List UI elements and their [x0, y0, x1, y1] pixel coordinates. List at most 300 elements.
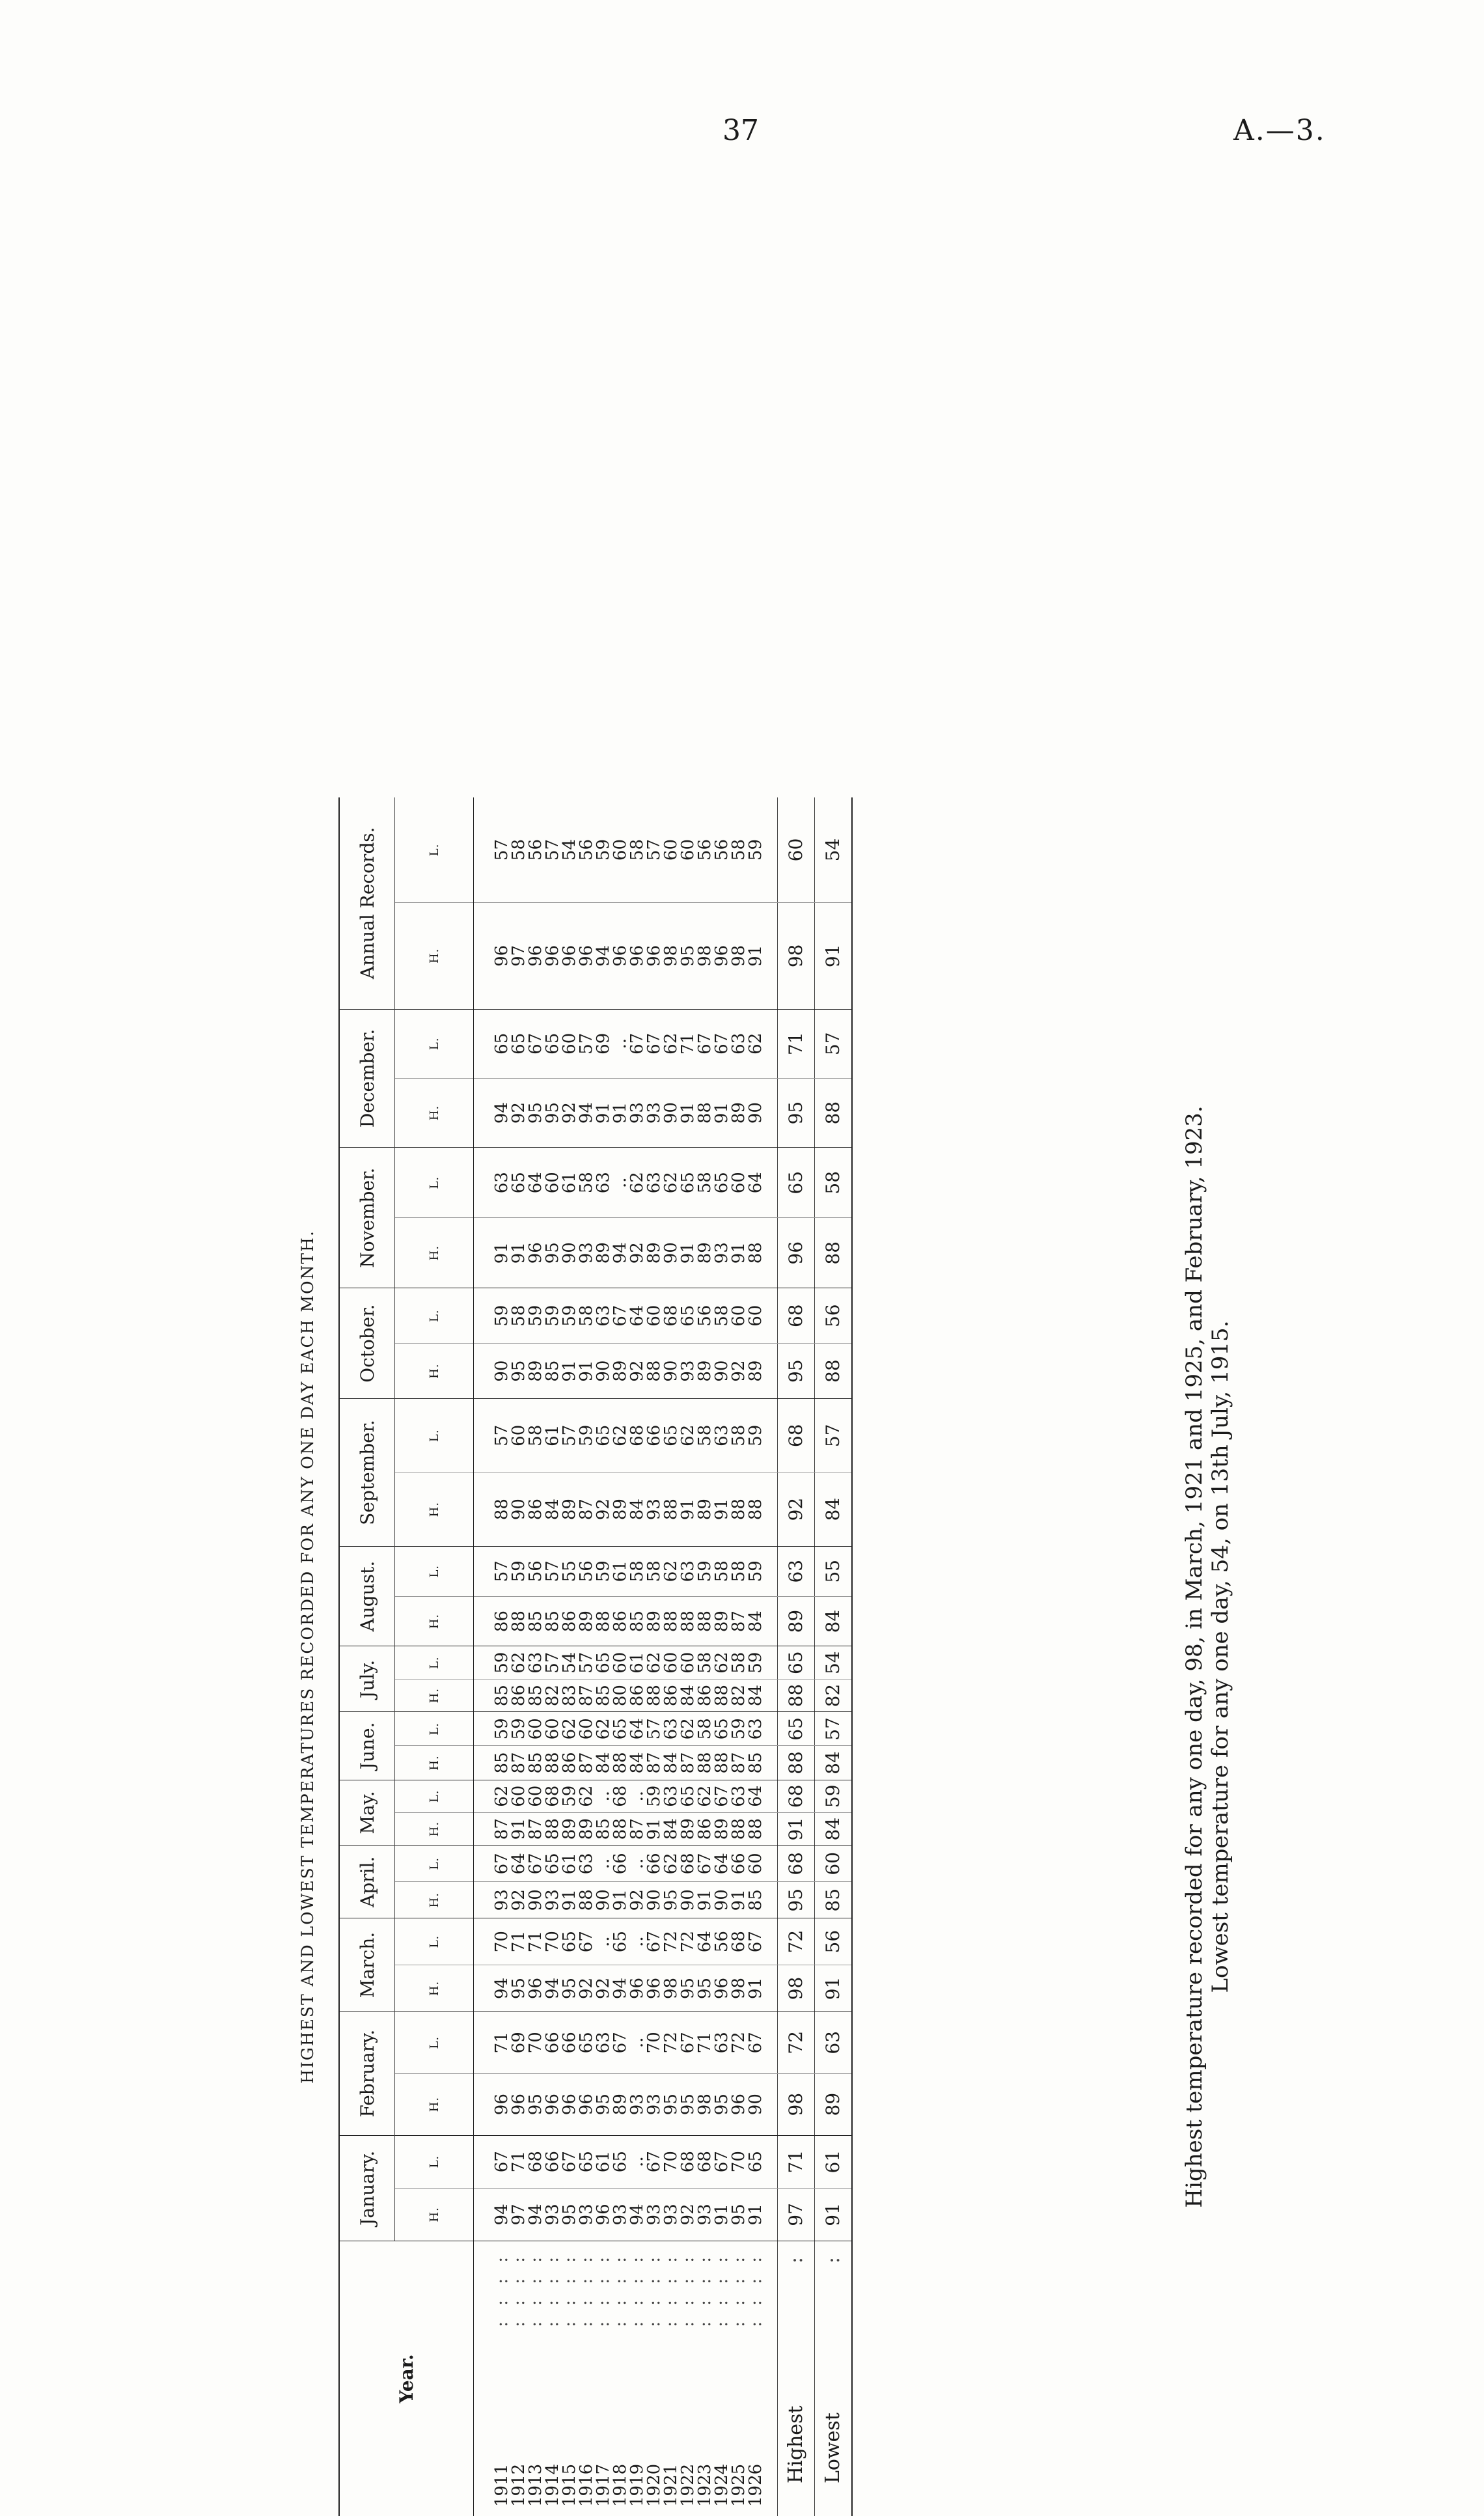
low-value: 62 — [747, 1009, 764, 1078]
leader-dots: : : : : — [544, 2241, 561, 2327]
low-value: 60 — [646, 1288, 663, 1344]
low-value: 60 — [680, 1646, 696, 1679]
low-value: 72 — [663, 2011, 680, 2073]
high-value: 90 — [747, 2073, 764, 2135]
high-value: 91 — [680, 1218, 696, 1288]
month-header: February. — [339, 2011, 395, 2135]
table-title: HIGHEST AND LOWEST TEMPERATURES RECORDED FOR ANY ONE DAY EACH MONTH. — [298, 797, 317, 2516]
low-value: 65 — [747, 2135, 764, 2188]
high-value: 91 — [713, 1472, 730, 1546]
low-value: 56 — [713, 1918, 730, 1965]
low-value: 59 — [747, 1546, 764, 1596]
low-value: 67 — [646, 1009, 663, 1078]
low-value: 59 — [578, 1399, 595, 1472]
high-value: 93 — [544, 2188, 561, 2241]
low-value: 65 — [778, 1646, 815, 1679]
spacer-row — [474, 797, 494, 2516]
low-value: 65 — [680, 1148, 696, 1218]
leader-dots: : : : : — [646, 2241, 663, 2327]
month-header: June. — [339, 1712, 395, 1780]
high-value: 88 — [595, 1596, 612, 1646]
low-value: 57 — [544, 1546, 561, 1596]
high-value: 88 — [730, 1472, 747, 1546]
high-value: 89 — [561, 1812, 578, 1845]
low-value: 59 — [561, 1780, 578, 1812]
low-value: 58 — [510, 797, 527, 903]
low-value: 58 — [510, 1288, 527, 1344]
low-value: 62 — [713, 1646, 730, 1679]
leader-dots: : : : : — [696, 2241, 713, 2327]
low-value: 63 — [730, 1780, 747, 1812]
low-value: 71 — [680, 1009, 696, 1078]
low-value: 60 — [527, 1712, 544, 1746]
high-value: 88 — [646, 1344, 663, 1399]
low-value: 60 — [815, 1846, 853, 1882]
leader-dots: : : : : — [561, 2241, 578, 2327]
low-value: 61 — [612, 1546, 629, 1596]
high-value: 93 — [629, 1078, 646, 1147]
high-value: 85 — [493, 1746, 510, 1780]
high-value: 89 — [646, 1218, 663, 1288]
low-value: 68 — [680, 2135, 696, 2188]
high-value: 87 — [578, 1679, 595, 1711]
year-column-header: Year. — [339, 2241, 474, 2516]
high-value: 89 — [730, 1078, 747, 1147]
low-value: 65 — [578, 2011, 595, 2073]
high-subheader: H. — [395, 2188, 474, 2241]
low-value: 71 — [510, 1918, 527, 1965]
high-value: 95 — [680, 903, 696, 1010]
high-value: 96 — [629, 1965, 646, 2012]
low-value: 65 — [778, 1148, 815, 1218]
high-value: 92 — [680, 2188, 696, 2241]
high-value: 96 — [561, 903, 578, 1010]
high-value: 89 — [612, 1472, 629, 1546]
high-value: 89 — [815, 2073, 853, 2135]
low-value: 59 — [595, 1546, 612, 1596]
low-value: 60 — [778, 797, 815, 903]
high-value: 94 — [595, 903, 612, 1010]
low-value: 67 — [713, 2135, 730, 2188]
high-value: 96 — [510, 2073, 527, 2135]
high-value: 91 — [612, 1078, 629, 1147]
low-value: 62 — [612, 1399, 629, 1472]
high-value: 90 — [493, 1344, 510, 1399]
high-value: 87 — [527, 1812, 544, 1845]
low-value: 65 — [544, 1009, 561, 1078]
low-value: 64 — [629, 1712, 646, 1746]
low-value: 65 — [612, 1918, 629, 1965]
high-value: 85 — [527, 1746, 544, 1780]
high-value: 87 — [493, 1812, 510, 1845]
high-value: 88 — [612, 1746, 629, 1780]
low-value: 68 — [680, 1846, 696, 1882]
high-value: 96 — [493, 903, 510, 1010]
high-value: 90 — [663, 1078, 680, 1147]
high-value: 96 — [713, 1965, 730, 2012]
high-value: 95 — [595, 2073, 612, 2135]
high-value: 89 — [578, 1812, 595, 1845]
high-subheader: H. — [395, 1812, 474, 1845]
high-value: 86 — [510, 1679, 527, 1711]
row-label: 1925 — [729, 2464, 749, 2507]
high-value: 94 — [612, 1965, 629, 2012]
high-value: 87 — [578, 1746, 595, 1780]
low-value: 67 — [680, 2011, 696, 2073]
table-row — [493, 797, 510, 2516]
row-label: 1916 — [577, 2464, 596, 2507]
high-value: 96 — [561, 2073, 578, 2135]
high-value: 97 — [510, 903, 527, 1010]
low-value: 58 — [696, 1646, 713, 1679]
high-value: 96 — [646, 1965, 663, 2012]
low-value: 62 — [510, 1646, 527, 1679]
leader-dots: : : : : — [747, 2241, 764, 2327]
low-value: 59 — [561, 1288, 578, 1344]
low-value: 62 — [663, 1009, 680, 1078]
low-value: 60 — [527, 1780, 544, 1812]
low-value: 70 — [663, 2135, 680, 2188]
low-value: 65 — [561, 1918, 578, 1965]
low-value: 71 — [778, 1009, 815, 1078]
low-value: 70 — [527, 2011, 544, 2073]
high-value: 88 — [815, 1218, 853, 1288]
high-value: 95 — [696, 1965, 713, 2012]
low-value: 60 — [663, 797, 680, 903]
low-value: 57 — [815, 1009, 853, 1078]
low-value: 55 — [561, 1546, 578, 1596]
low-value: 67 — [493, 1846, 510, 1882]
month-header: August. — [339, 1546, 395, 1646]
high-value: 93 — [578, 1218, 595, 1288]
table-row — [612, 797, 629, 2516]
low-value: 57 — [646, 797, 663, 903]
low-value: 58 — [527, 1399, 544, 1472]
low-value: 65 — [510, 1009, 527, 1078]
table-row — [747, 797, 764, 2516]
high-value: 93 — [680, 1344, 696, 1399]
low-value: 58 — [713, 1546, 730, 1596]
low-value: 59 — [747, 797, 764, 903]
high-value: 96 — [544, 2073, 561, 2135]
high-value: 82 — [730, 1679, 747, 1711]
high-value: 88 — [544, 1812, 561, 1845]
high-value: 94 — [527, 2188, 544, 2241]
low-value: 57 — [646, 1712, 663, 1746]
high-value: 84 — [747, 1679, 764, 1711]
high-value: 91 — [730, 1882, 747, 1918]
high-value: 88 — [815, 1078, 853, 1147]
leader-dots: : : : : — [612, 2241, 629, 2327]
high-subheader: H. — [395, 1344, 474, 1399]
high-value: 91 — [561, 1882, 578, 1918]
high-value: 91 — [815, 2188, 853, 2241]
low-value: 64 — [527, 1148, 544, 1218]
low-value: 58 — [696, 1712, 713, 1746]
table-row — [578, 797, 595, 2516]
low-value: 71 — [527, 1918, 544, 1965]
high-value: 88 — [646, 1679, 663, 1711]
low-value: .. — [595, 1846, 612, 1882]
low-subheader: L. — [395, 1399, 474, 1472]
high-value: 88 — [510, 1596, 527, 1646]
low-value: 68 — [696, 2135, 713, 2188]
high-value: 96 — [595, 2188, 612, 2241]
high-subheader: H. — [395, 1472, 474, 1546]
high-value: 92 — [561, 1078, 578, 1147]
low-value: 64 — [713, 1846, 730, 1882]
low-value: 58 — [629, 1546, 646, 1596]
low-value: 67 — [561, 2135, 578, 2188]
low-value: 63 — [778, 1546, 815, 1596]
low-value: 60 — [747, 1288, 764, 1344]
high-value: 92 — [510, 1078, 527, 1147]
low-value: 65 — [713, 1148, 730, 1218]
low-value: 65 — [680, 1288, 696, 1344]
high-value: 96 — [544, 903, 561, 1010]
high-value: 95 — [680, 2073, 696, 2135]
leader-dots: : : : : — [663, 2241, 680, 2327]
low-value: 65 — [493, 1009, 510, 1078]
low-value: 63 — [663, 1712, 680, 1746]
high-value: 83 — [561, 1679, 578, 1711]
low-value: 54 — [815, 1646, 853, 1679]
low-value: 60 — [612, 797, 629, 903]
high-value: 88 — [730, 1812, 747, 1845]
low-value: 58 — [629, 797, 646, 903]
low-value: 55 — [815, 1546, 853, 1596]
high-value: 87 — [730, 1746, 747, 1780]
high-subheader: H. — [395, 1746, 474, 1780]
low-value: 67 — [747, 1918, 764, 1965]
low-value: 66 — [612, 1846, 629, 1882]
high-value: 89 — [561, 1472, 578, 1546]
high-value: 87 — [629, 1812, 646, 1845]
low-value: .. — [612, 1148, 629, 1218]
low-value: 59 — [510, 1546, 527, 1596]
low-value: 57 — [815, 1399, 853, 1472]
row-label: 1921 — [661, 2464, 681, 2507]
low-value: 63 — [815, 2011, 853, 2073]
low-value: 72 — [778, 1918, 815, 1965]
high-value: 91 — [612, 1882, 629, 1918]
high-value: 90 — [527, 1882, 544, 1918]
high-value: 95 — [510, 1965, 527, 2012]
leader-dots: : : : : — [730, 2241, 747, 2327]
low-value: 66 — [544, 2011, 561, 2073]
low-value: .. — [595, 1918, 612, 1965]
row-label: 1917 — [594, 2464, 613, 2507]
low-value: 62 — [578, 1780, 595, 1812]
low-value: 62 — [595, 1712, 612, 1746]
high-value: 89 — [696, 1472, 713, 1546]
high-value: 96 — [612, 903, 629, 1010]
high-value: 91 — [646, 1812, 663, 1845]
low-value: 67 — [713, 1780, 730, 1812]
high-value: 87 — [646, 1746, 663, 1780]
high-subheader: H. — [395, 903, 474, 1010]
high-value: 95 — [663, 2073, 680, 2135]
high-value: 95 — [544, 1218, 561, 1288]
high-value: 94 — [612, 1218, 629, 1288]
low-subheader: L. — [395, 1646, 474, 1679]
high-value: 97 — [778, 2188, 815, 2241]
low-value: 56 — [527, 1546, 544, 1596]
high-value: 90 — [713, 1882, 730, 1918]
low-value: 63 — [730, 1009, 747, 1078]
high-value: 92 — [510, 1882, 527, 1918]
low-value: 69 — [595, 1009, 612, 1078]
month-header: March. — [339, 1918, 395, 2012]
page-number: 37 — [722, 114, 759, 147]
low-value: 59 — [544, 1288, 561, 1344]
low-value: 57 — [544, 797, 561, 903]
high-value: 91 — [696, 1882, 713, 1918]
row-label: 1926 — [746, 2464, 765, 2507]
leader-dots: : — [825, 2241, 842, 2263]
low-value: 72 — [778, 2011, 815, 2073]
high-value: 93 — [663, 2188, 680, 2241]
row-label: Highest — [784, 2406, 807, 2484]
low-value: 54 — [815, 797, 853, 903]
high-value: 88 — [778, 1679, 815, 1711]
high-value: 88 — [663, 1596, 680, 1646]
high-value: 90 — [595, 1344, 612, 1399]
high-value: 91 — [815, 903, 853, 1010]
low-value: 66 — [544, 2135, 561, 2188]
low-subheader: L. — [395, 1918, 474, 1965]
high-value: 85 — [544, 1596, 561, 1646]
low-subheader: L. — [395, 1846, 474, 1882]
low-value: 67 — [629, 1009, 646, 1078]
high-value: 94 — [493, 2188, 510, 2241]
low-value: 62 — [629, 1148, 646, 1218]
low-subheader: L. — [395, 797, 474, 903]
high-value: 96 — [730, 2073, 747, 2135]
high-value: 89 — [696, 1218, 713, 1288]
high-value: 84 — [629, 1472, 646, 1546]
leader-dots: : — [788, 2241, 804, 2263]
high-value: 91 — [747, 2188, 764, 2241]
high-value: 84 — [815, 1596, 853, 1646]
high-value: 98 — [696, 2073, 713, 2135]
high-value: 86 — [493, 1596, 510, 1646]
high-value: 88 — [713, 1746, 730, 1780]
low-value: 67 — [578, 1918, 595, 1965]
low-value: 58 — [696, 1399, 713, 1472]
low-value: 59 — [510, 1712, 527, 1746]
high-value: 96 — [778, 1218, 815, 1288]
high-value: 85 — [747, 1746, 764, 1780]
high-value: 96 — [527, 903, 544, 1010]
low-value: 67 — [747, 2011, 764, 2073]
low-value: 57 — [815, 1712, 853, 1746]
low-subheader: L. — [395, 1712, 474, 1746]
high-value: 84 — [815, 1812, 853, 1845]
low-value: 58 — [730, 1646, 747, 1679]
low-value: 59 — [493, 1288, 510, 1344]
low-value: 65 — [595, 1399, 612, 1472]
low-subheader: L. — [395, 2135, 474, 2188]
low-value: 64 — [747, 1780, 764, 1812]
low-value: 64 — [510, 1846, 527, 1882]
low-value: 71 — [696, 2011, 713, 2073]
high-value: 84 — [815, 1472, 853, 1546]
high-value: 94 — [493, 1965, 510, 2012]
high-value: 95 — [527, 1078, 544, 1147]
high-value: 91 — [815, 1965, 853, 2012]
low-value: 62 — [680, 1399, 696, 1472]
low-value: 60 — [510, 1780, 527, 1812]
row-label: 1924 — [712, 2464, 732, 2507]
low-value: 59 — [493, 1646, 510, 1679]
spacer-row — [764, 797, 778, 2516]
low-value: 68 — [778, 1780, 815, 1812]
high-value: 88 — [612, 1812, 629, 1845]
low-value: 67 — [612, 1288, 629, 1344]
high-value: 91 — [510, 1218, 527, 1288]
low-value: 61 — [561, 1846, 578, 1882]
low-value: 57 — [544, 1646, 561, 1679]
low-value: 68 — [612, 1780, 629, 1812]
high-value: 88 — [747, 1812, 764, 1845]
low-value: 71 — [510, 2135, 527, 2188]
high-value: 93 — [646, 1078, 663, 1147]
low-value: 63 — [713, 1399, 730, 1472]
low-value: 57 — [561, 1399, 578, 1472]
table-row — [815, 797, 853, 2516]
low-value: 63 — [578, 1846, 595, 1882]
low-value: 61 — [544, 1399, 561, 1472]
row-label: 1912 — [509, 2464, 529, 2507]
high-value: 85 — [595, 1812, 612, 1845]
low-value: 66 — [730, 1846, 747, 1882]
table-row — [646, 797, 663, 2516]
low-value: 63 — [595, 1148, 612, 1218]
leader-dots: : : : : — [527, 2241, 544, 2327]
low-value: 60 — [663, 1646, 680, 1679]
low-subheader: L. — [395, 1009, 474, 1078]
low-value: 63 — [663, 1780, 680, 1812]
month-header: May. — [339, 1780, 395, 1846]
month-header: April. — [339, 1846, 395, 1918]
low-value: 57 — [578, 1009, 595, 1078]
high-value: 93 — [646, 2073, 663, 2135]
high-value: 87 — [730, 1596, 747, 1646]
low-value: 60 — [747, 1846, 764, 1882]
high-value: 88 — [544, 1746, 561, 1780]
leader-dots: : : : : — [713, 2241, 730, 2327]
high-value: 88 — [578, 1882, 595, 1918]
low-value: 61 — [561, 1148, 578, 1218]
high-value: 87 — [680, 1746, 696, 1780]
leader-dots: : : : : — [595, 2241, 612, 2327]
high-value: 90 — [713, 1344, 730, 1399]
high-value: 85 — [527, 1596, 544, 1646]
low-value: .. — [629, 2135, 646, 2188]
low-value: 68 — [730, 1918, 747, 1965]
high-value: 95 — [544, 1078, 561, 1147]
high-value: 95 — [663, 1882, 680, 1918]
low-value: 68 — [629, 1399, 646, 1472]
high-value: 86 — [696, 1679, 713, 1711]
row-label: Lowest — [821, 2412, 844, 2483]
table-row — [629, 797, 646, 2516]
high-value: 91 — [493, 1218, 510, 1288]
low-value: 67 — [696, 1009, 713, 1078]
low-value: 63 — [493, 1148, 510, 1218]
low-value: .. — [629, 1846, 646, 1882]
